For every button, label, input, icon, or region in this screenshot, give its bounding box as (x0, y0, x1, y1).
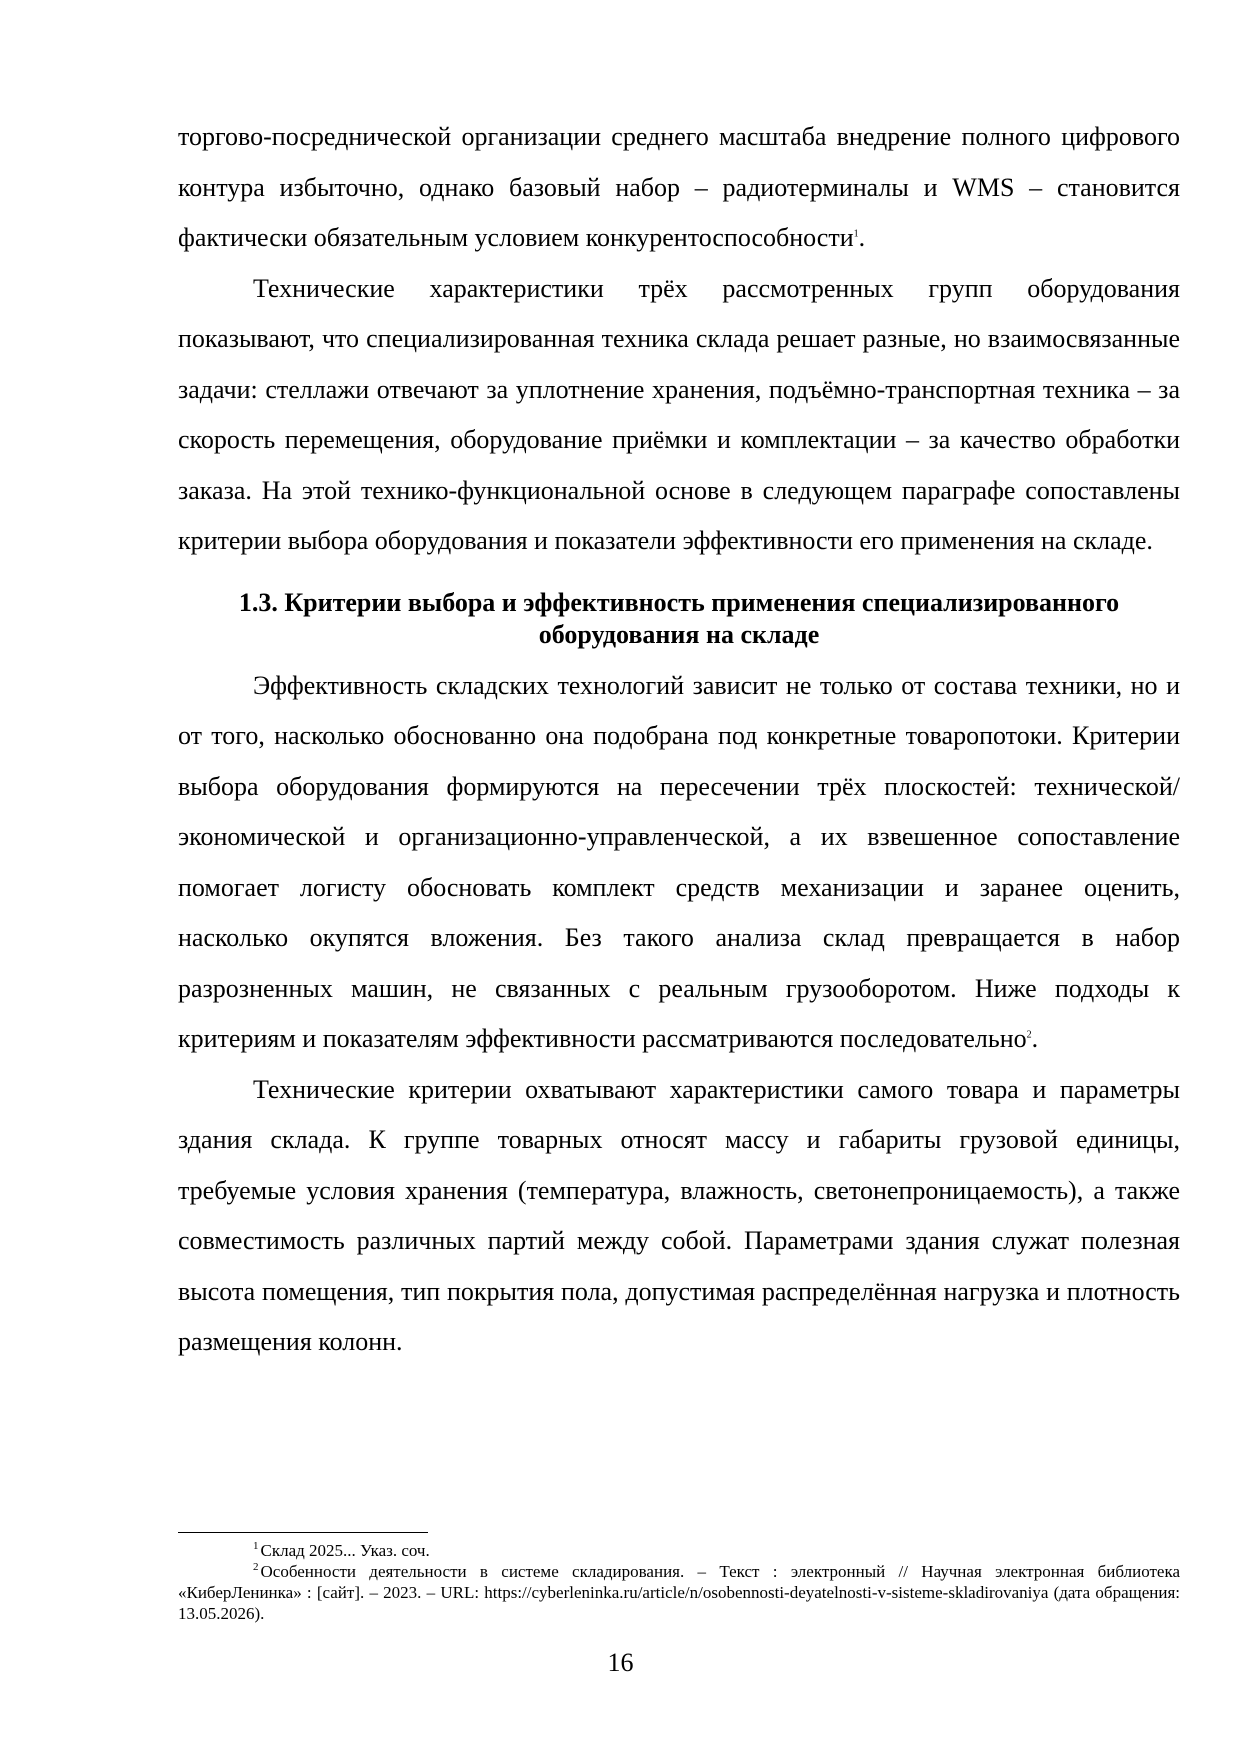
paragraph-4: Технические критерии охватывают характеристики самого товара и параметры здания склада. К группе товарных относят массу и габариты грузовой единицы, требуемые условия хранения (температура, влажность, светонепроницаемость), а также совместимость различных партий между собой. Параметрами здания служат полезная высота помещения, тип покрытия пола, допустимая распределённая нагрузка и плотность размещения колонн. (178, 1074, 1180, 1356)
paragraph-1-end: . (858, 223, 866, 252)
page-number: 16 (607, 1648, 634, 1677)
footnote-1 (178, 1540, 1180, 1561)
footnote-ref-1[interactable]: 1 (853, 228, 859, 240)
paragraph-1-text: торгово-посреднической организации среднего масштаба внедрение полного цифрового контура избыточно, однако базовый набор – радиотерминалы и WMS – становится фактически обязательным условием конкурентоспособности (178, 122, 1180, 252)
paragraph-1 (178, 112, 1180, 264)
footnote-1-number: 1 (253, 1540, 259, 1553)
footnote-separator (178, 1532, 428, 1533)
section-heading: 1.3. Критерии выбора и эффективность применения специализированного оборудования на складе (238, 587, 1120, 649)
paragraph-3 (178, 661, 1180, 1065)
footnote-2-number: 2 (253, 1561, 259, 1574)
paragraph-3-text: Эффективность складских технологий зависит не только от состава техники, но и от того, насколько обоснованно она подобрана под конкретные товаропотоки. Критерии выбора оборудования формируются на пересечении трёх плоскостей: технической/экономической и организационно-управленческой, а их взвешенное сопоставление помогает логисту обосновать комплект средств механизации и заранее оценить, насколько окупятся вложения. Без такого анализа склад превращается в набор разрозненных машин, не связанных с реальным грузооборотом. Ниже подходы к критериям и показателям эффективности рассматриваются последовательно (178, 670, 1180, 1053)
footnote-1-text: Склад 2025... Указ. соч. (260, 1541, 430, 1560)
footnote-2 (178, 1561, 1180, 1624)
page-body (178, 112, 1180, 1368)
paragraph-2: Технические характеристики трёх рассмотренных групп оборудования показывают, что специализированная техника склада решает разные, но взаимосвязанные задачи: стеллажи отвечают за уплотнение хранения, подъёмно-транспортная техника – за скорость перемещения, оборудование приёмки и комплектации – за качество обработки заказа. На этой технико-функциональной основе в следующем параграфе сопоставлены критерии выбора оборудования и показатели эффективности его применения на складе. (178, 273, 1180, 555)
paragraph-3-end: . (1031, 1024, 1039, 1053)
footnote-2-text: Особенности деятельности в системе складирования. – Текст : электронный // Научная электронная библиотека «КиберЛенинка» : [сайт]. – 2023. – URL: https://cyberleninka.ru/article/n/osobennosti-deyatelnosti-v-sisteme-skladirovaniya (дата обращения: 13.05.2026). (178, 1562, 1180, 1623)
footnote-ref-2[interactable]: 2 (1026, 1029, 1032, 1041)
footnotes (178, 1540, 1180, 1624)
